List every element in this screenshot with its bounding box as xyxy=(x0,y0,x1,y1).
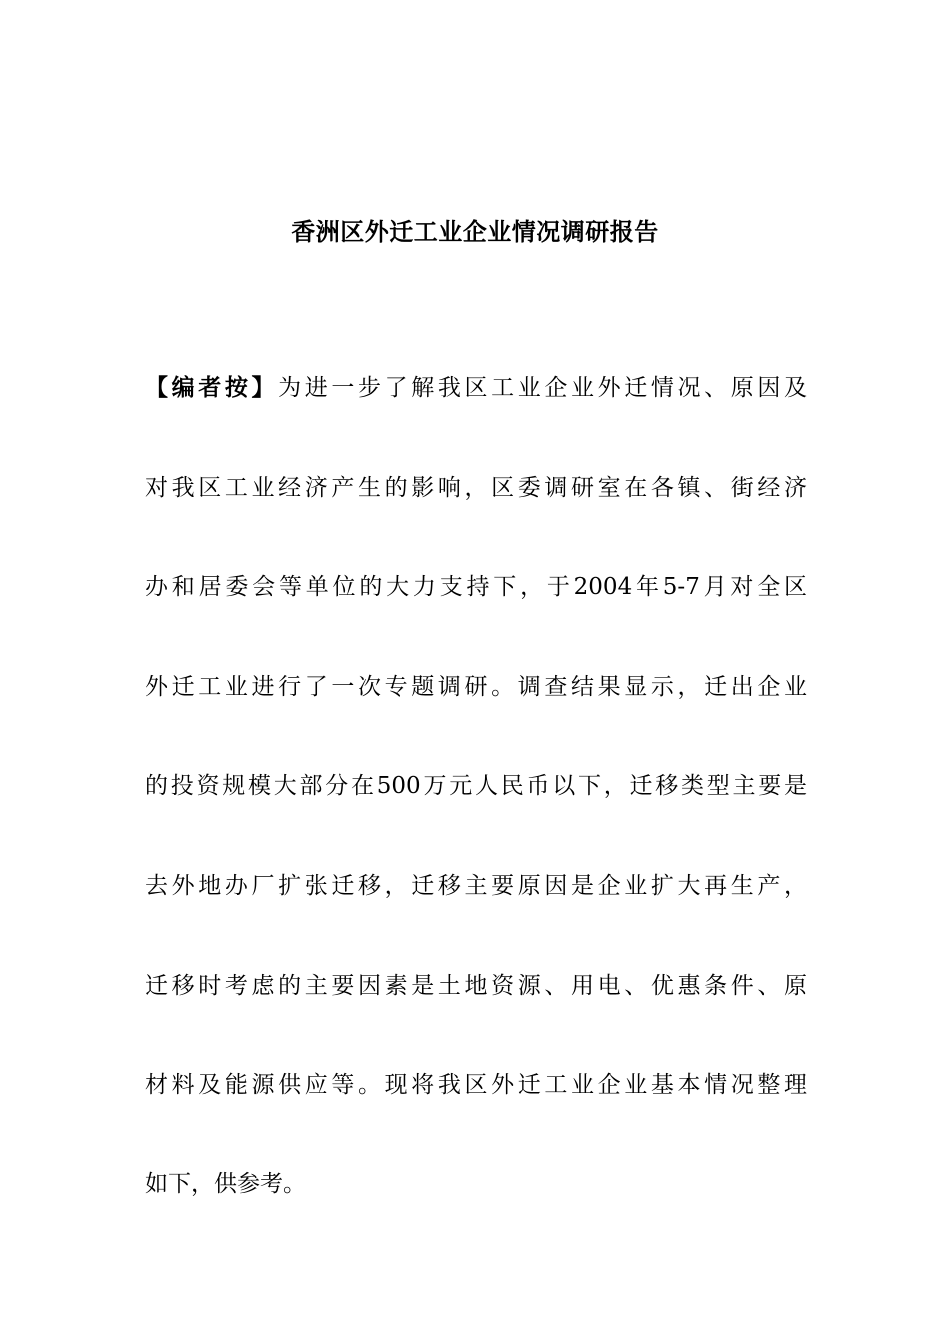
body-line-8: 材料及能源供应等。现将我区外迁工业企业基本情况整理 xyxy=(145,1072,807,1098)
body-line-2: 对我区工业经济产生的影响，区委调研室在各镇、街经济 xyxy=(145,475,807,501)
body-line-5: 的投资规模大部分在500万元人民币以下，迁移类型主要是 xyxy=(145,773,807,799)
body-line-9: 如下，供参考。 xyxy=(145,1171,306,1197)
body-line-7: 迁移时考虑的主要因素是土地资源、用电、优惠条件、原 xyxy=(145,973,807,999)
body-line-6: 去外地办厂扩张迁移，迁移主要原因是企业扩大再生产， xyxy=(145,873,807,899)
body-line-3: 办和居委会等单位的大力支持下，于2004年5-7月对全区 xyxy=(145,574,807,600)
editor-note-label: 【编者按】 xyxy=(145,374,279,401)
document-title: 香洲区外迁工业企业情况调研报告 xyxy=(291,218,659,246)
body-line-4: 外迁工业进行了一次专题调研。调查结果显示，迁出企业 xyxy=(145,674,807,700)
body-line-1 xyxy=(145,368,807,408)
body-line-1-text: 为进一步了解我区工业企业外迁情况、原因及 xyxy=(278,375,807,401)
